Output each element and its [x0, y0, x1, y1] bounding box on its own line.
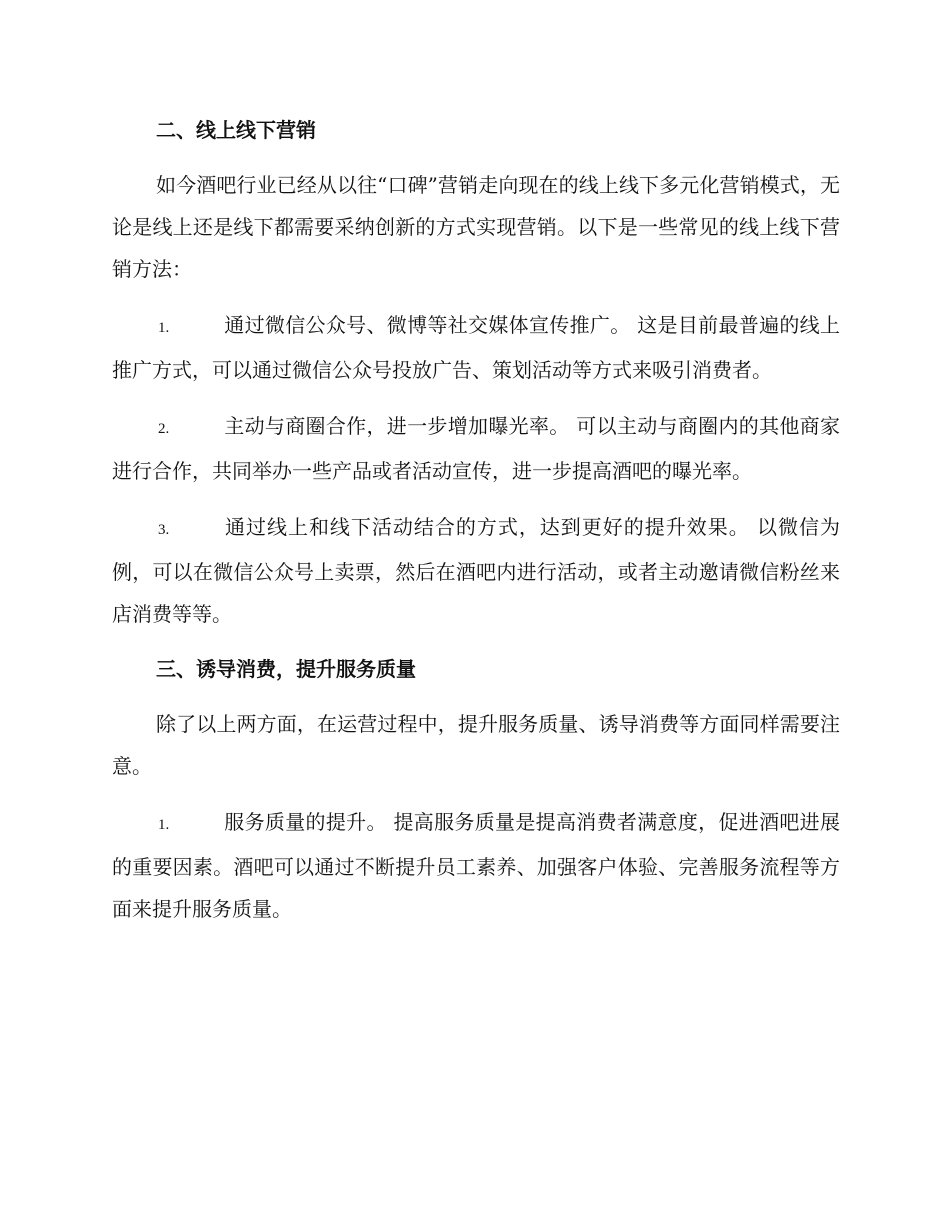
section-heading: 三、诱导消费，提升服务质量: [156, 657, 416, 681]
list-item-number: 2.: [158, 421, 170, 437]
list-item: [112, 801, 840, 930]
list-item: [112, 405, 840, 492]
list-item-text: 通过微信公众号、微博等社交媒体宣传推广。 这是目前最普遍的线上推广方式，可以通过微信公众号投放广告、策划活动等方式来吸引消费者。: [112, 313, 840, 382]
section-intro-paragraph: 除了以上两方面，在运营过程中，提升服务质量、诱导消费等方面同样需要注意。: [112, 712, 840, 778]
section-heading: 二、线上线下营销: [156, 118, 316, 142]
section-intro-paragraph: 如今酒吧行业已经从以往“口碑”营销走向现在的线上线下多元化营销模式，无论是线上还是线下都需要采纳创新的方式实现营销。以下是一些常见的线上线下营销方法：: [112, 173, 840, 281]
list-item: [112, 304, 840, 391]
document-body: [112, 110, 840, 944]
list-item-number: 3.: [158, 522, 170, 538]
list-item-text: 主动与商圈合作，进一步增加曝光率。 可以主动与商圈内的其他商家进行合作，共同举办一些产品或者活动宣传，进一步提高酒吧的曝光率。: [112, 414, 840, 483]
list-item-text: 服务质量的提升。 提高服务质量是提高消费者满意度，促进酒吧进展的重要因素。酒吧可以通过不断提升员工素养、加强客户体验、完善服务流程等方面来提升服务质量。: [112, 810, 840, 921]
list-item-number: 1.: [158, 817, 170, 833]
list-item: [112, 506, 840, 635]
list-item-text: 通过线上和线下活动结合的方式，达到更好的提升效果。 以微信为例，可以在微信公众号上卖票，然后在酒吧内进行活动，或者主动邀请微信粉丝来店消费等等。: [112, 515, 840, 626]
list-item-number: 1.: [158, 320, 170, 336]
